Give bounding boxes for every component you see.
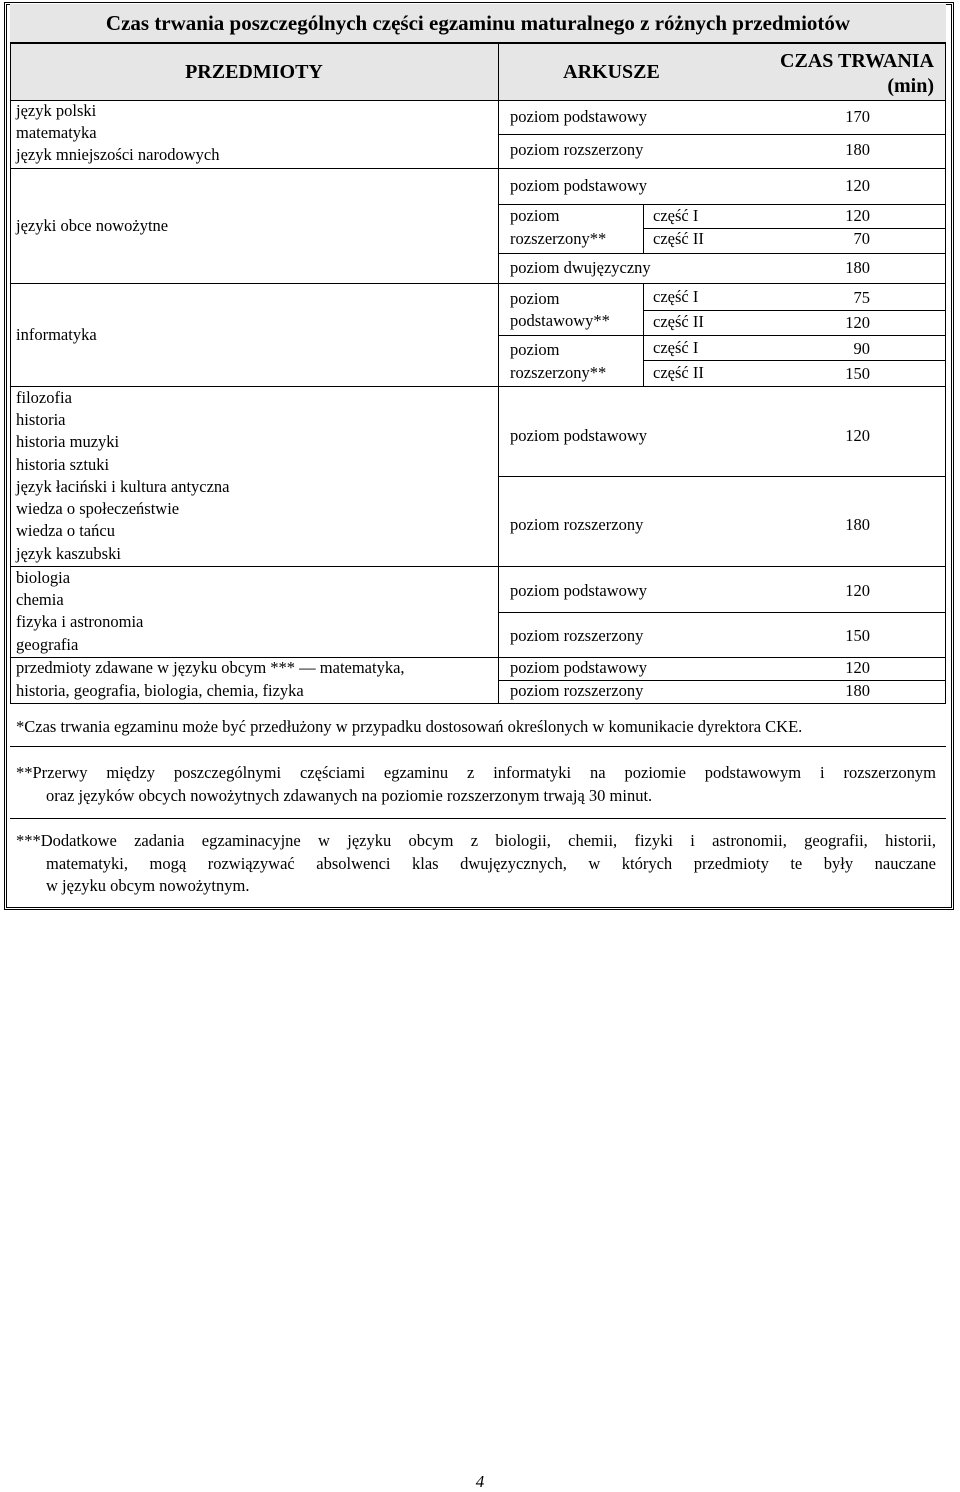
subject-wiedza-o-tancu: wiedza o tańcu	[16, 521, 115, 540]
duration-value: 120	[845, 313, 870, 332]
subjects-header: PRZEDMIOTY	[185, 61, 323, 83]
sheet-label: poziom podstawowy	[510, 176, 648, 195]
sheet-label: poziom rozszerzony	[510, 626, 644, 645]
sheet-label: rozszerzony**	[510, 363, 607, 382]
subject-chemia: chemia	[16, 590, 64, 609]
subject-historia-muzyki: historia muzyki	[16, 432, 120, 451]
row-separator	[499, 476, 946, 477]
sheet-label: poziom podstawowy	[510, 658, 648, 677]
duration-value: 180	[845, 515, 870, 534]
group-separator	[10, 386, 946, 387]
sheet-label: poziom rozszerzony	[510, 681, 644, 700]
table-rule	[10, 43, 946, 44]
sheet-label: poziom rozszerzony	[510, 140, 644, 159]
duration-value: 180	[845, 258, 870, 277]
part-divider	[643, 204, 644, 253]
footnote-1: *Czas trwania egzaminu może być przedłużony w przypadku dostosowań określonych w komunikacie dyrektora CKE.	[16, 717, 803, 736]
sheet-label: poziom podstawowy	[510, 426, 648, 445]
footnote-3-line2: matematyki, mogą rozwiązywać absolwenci klas dwujęzycznych, w których przedmioty te były nauczane	[46, 853, 936, 873]
subject-matematyka: matematyka	[16, 123, 97, 142]
duration-header	[724, 49, 946, 99]
table-rule	[10, 100, 946, 101]
duration-value: 150	[845, 626, 870, 645]
sheet-label: poziom rozszerzony	[510, 515, 644, 534]
note-separator	[10, 746, 946, 747]
subject-geografia: geografia	[16, 635, 79, 654]
sheet-label: poziom	[510, 206, 560, 225]
page-title: Czas trwania poszczególnych części egzaminu maturalnego z różnych przedmiotów	[105, 11, 851, 35]
part-label: część I	[653, 338, 699, 357]
page-number: 4	[475, 1472, 485, 1491]
subject-historia: historia	[16, 410, 66, 429]
footnote-2-line1: **Przerwy między poszczególnymi częściami egzaminu z informatyki na poziomie podstawowym i rozszerzonym	[16, 763, 936, 782]
footnote-2-line2: oraz języków obcych nowożytnych zdawanych na poziomie rozszerzonym trwają 30 minut.	[46, 785, 653, 805]
footnote-3-line3: w języku obcym nowożytnym.	[46, 876, 250, 895]
part-label: część II	[653, 229, 704, 248]
part-label: część I	[653, 206, 699, 225]
column-divider	[498, 43, 499, 703]
duration-value: 70	[853, 229, 870, 248]
duration-value: 180	[845, 140, 870, 159]
sheets-header: ARKUSZE	[563, 61, 660, 83]
row-separator	[499, 204, 946, 205]
subject-jezyki-obce: języki obce nowożytne	[16, 216, 169, 235]
part-label: część II	[653, 363, 704, 382]
row-separator	[499, 253, 946, 254]
duration-value: 180	[845, 681, 870, 700]
part-label: część I	[653, 287, 699, 306]
table-rule	[10, 703, 946, 704]
part-divider	[643, 283, 644, 386]
footnote-3	[16, 830, 936, 898]
duration-value: 150	[845, 364, 870, 383]
subject-filozofia: filozofia	[16, 388, 72, 407]
title-bar	[10, 4, 946, 43]
subject-informatyka: informatyka	[16, 325, 97, 344]
group-separator	[10, 168, 946, 169]
duration-value: 75	[853, 288, 870, 307]
footnote-2	[16, 762, 936, 807]
note-separator	[10, 818, 946, 819]
duration-header-line1: CZAS TRWANIA	[780, 50, 934, 72]
duration-value: 120	[845, 206, 870, 225]
subject-przedmioty-obce-2: historia, geografia, biologia, chemia, fizyka	[16, 681, 304, 700]
sheet-label: poziom podstawowy	[510, 107, 648, 126]
table-border-left	[10, 43, 11, 703]
sheet-label: poziom podstawowy	[510, 581, 648, 600]
subject-fizyka: fizyka i astronomia	[16, 612, 144, 631]
duration-value: 120	[845, 658, 870, 677]
table-border-right	[945, 43, 946, 703]
subject-wos: wiedza o społeczeństwie	[16, 499, 180, 518]
duration-value: 120	[845, 581, 870, 600]
duration-value: 120	[845, 426, 870, 445]
sheet-label: podstawowy**	[510, 311, 610, 330]
subject-jezyk-polski: język polski	[16, 101, 97, 120]
subject-jezyk-lacinski: język łaciński i kultura antyczna	[16, 477, 230, 496]
duration-header-line2: (min)	[887, 75, 934, 97]
sheet-label: rozszerzony**	[510, 229, 607, 248]
duration-value: 120	[845, 176, 870, 195]
footnote-3-line1: ***Dodatkowe zadania egzaminacyjne w języku obcym z biologii, chemii, fizyki i astronomii, geografii, historii,	[16, 831, 936, 850]
sheet-label: poziom	[510, 340, 560, 359]
subject-jezyk-mniejszosci: język mniejszości narodowych	[16, 145, 220, 164]
row-separator	[499, 134, 946, 135]
subject-historia-sztuki: historia sztuki	[16, 455, 110, 474]
sheet-label: poziom	[510, 289, 560, 308]
duration-value: 170	[845, 107, 870, 126]
part-label: część II	[653, 312, 704, 331]
subject-biologia: biologia	[16, 568, 71, 587]
subject-przedmioty-obce-1: przedmioty zdawane w języku obcym *** — matematyka,	[16, 658, 405, 677]
duration-value: 90	[853, 339, 870, 358]
subject-jezyk-kaszubski: język kaszubski	[16, 544, 121, 563]
row-separator	[499, 612, 946, 613]
group-separator	[10, 283, 946, 284]
group-separator	[10, 566, 946, 567]
sheet-label: poziom dwujęzyczny	[510, 258, 651, 277]
row-separator	[499, 335, 946, 336]
